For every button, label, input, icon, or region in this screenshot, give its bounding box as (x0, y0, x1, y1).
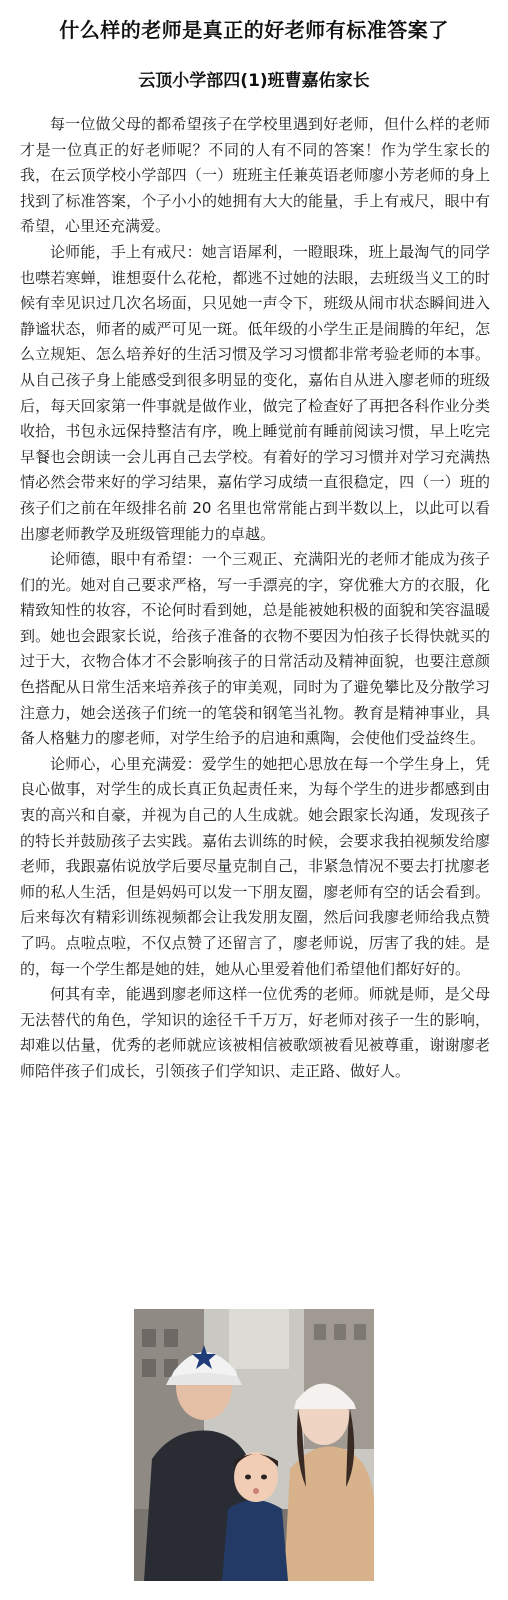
paragraph-ability: 论师能，手上有戒尺：她言语犀利，一瞪眼珠，班上最淘气的同学也噤若寒蝉，谁想耍什么花枪，都逃不过她的法眼，去班级当义工的时候有幸见识过几次名场面，只见她一声令下，班级从闹市状态瞬间进入静谧状态，师者的威严可见一斑。低年级的小学生正是闹腾的年纪，怎么立规矩、怎么培养好的生活习惯及学习习惯都非常考验老师的本事。从自己孩子身上能感受到很多明显的变化，嘉佑自从进入廖老师的班级后，每天回家第一件事就是做作业，做完了检查好了再把各科作业分类收拾，书包永远保持整洁有序，晚上睡觉前有睡前阅读习惯，早上吃完早餐也会朗读一会儿再自己去学校。有着好的学习习惯并对学习充满热情必然会带来好的学习结果，嘉佑学习成绩一直很稳定，四（一）班的孩子们之前在年级排名前 20 名里也常常能占到半数以上，以此可以看出廖老师教学及班级管理能力的卓越。 (20, 242, 490, 543)
paragraph-ethics: 论师德，眼中有希望：一个三观正、充满阳光的老师才能成为孩子们的光。她对自己要求严格，写一手漂亮的字，穿优雅大方的衣服，化精致知性的妆容，不论何时看到她，总是能被她积极的面貌和笑容温暖到。她也会跟家长说，给孩子准备的衣物不要因为怕孩子长得快就买的过于大，衣物合体才不会影响孩子的日常活动及精神面貌，也要注意颜色搭配从日常生活来培养孩子的审美观，同时为了避免攀比及分散学习注意力，她会送孩子们统一的笔袋和钢笔当礼物。教育是精神事业，具备人格魅力的廖老师，对学生给予的启迪和熏陶，会使他们受益终生。 (20, 550, 490, 748)
article-byline: 云顶小学部四(1)班曹嘉佑家长 (138, 71, 370, 91)
paragraph-heart: 论师心，心里充满爱：爱学生的她把心思放在每一个学生身上，凭良心做事，对学生的成长真正负起责任来，为每个学生的进步都感到由衷的高兴和自豪，并视为自己的人生成就。她会跟家长沟通，发现孩子的特长并鼓励孩子去实践。嘉佑去训练的时候，会要求我拍视频发给廖老师，我跟嘉佑说放学后要尽量克制自己，非紧急情况不要去打扰廖老师的私人生活，但是妈妈可以发一下朋友圈，廖老师有空的话会看到。后来每次有精彩训练视频都会让我发朋友圈，然后问我廖老师给我点赞了吗。点啦点啦，不仅点赞了还留言了，廖老师说，厉害了我的娃。是的，每一个学生都是她的娃，她从心里爱着他们希望他们都好好的。 (20, 754, 490, 978)
family-photo (134, 1309, 374, 1581)
article-body (20, 112, 490, 1085)
article-title: 什么样的老师是真正的好老师有标准答案了 (59, 18, 449, 42)
paragraph-conclusion: 何其有幸，能遇到廖老师这样一位优秀的老师。师就是师，是父母无法替代的角色，学知识的途径千千万万，好老师对孩子一生的影响，却难以估量，优秀的老师就应该被相信被歌颂被看见被尊重，谢谢廖老师陪伴孩子们成长，引领孩子们学知识、走正路、做好人。 (20, 985, 490, 1080)
paragraph-intro: 每一位做父母的都希望孩子在学校里遇到好老师，但什么样的老师才是一位真正的好老师呢？不同的人有不同的答案！作为学生家长的我，在云顶学校小学部四（一）班班主任兼英语老师廖小芳老师的身上找到了标准答案，个子小小的她拥有大大的能量，手上有戒尺，眼中有希望，心里还充满爱。 (20, 115, 490, 236)
